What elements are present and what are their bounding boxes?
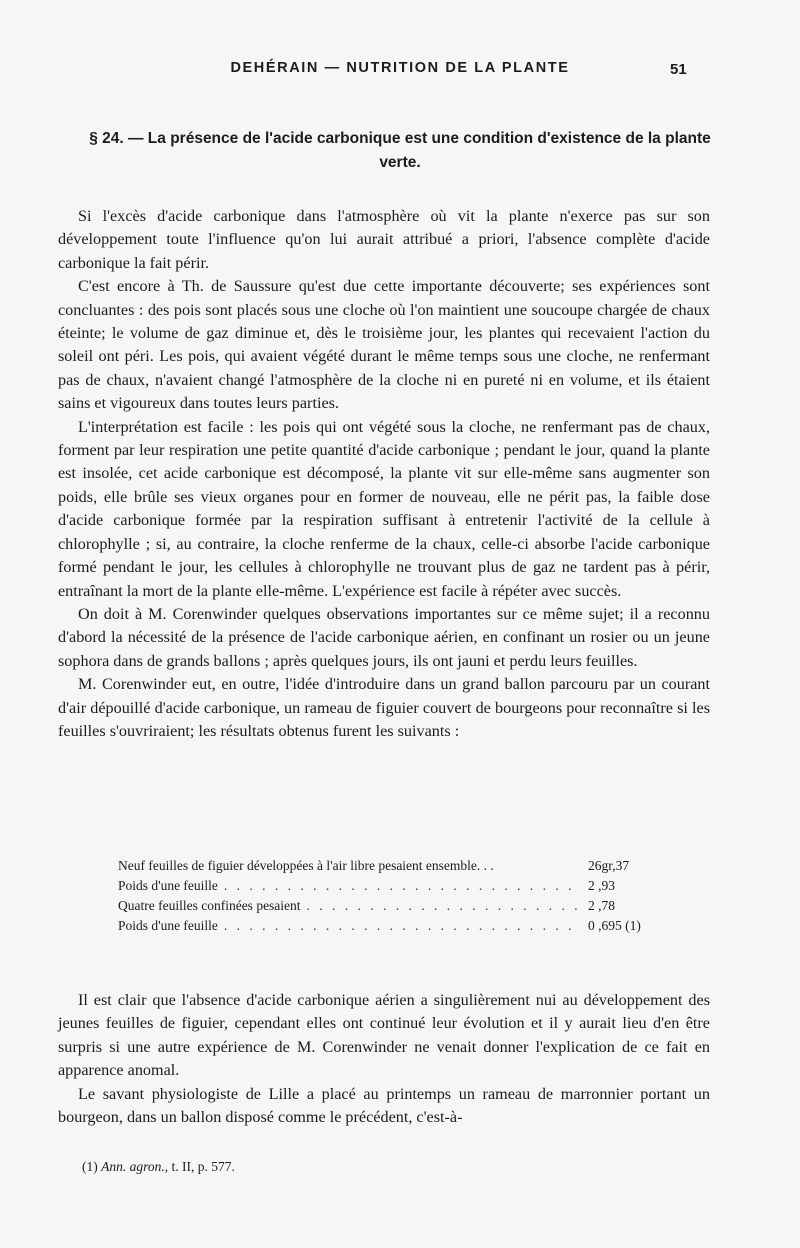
table-row [118, 896, 698, 916]
row-value: 2 ,78 [588, 898, 615, 913]
page-number: 51 [670, 61, 687, 78]
footnote-marker: (1) [82, 1159, 98, 1174]
row-label: Poids d'une feuille [118, 918, 218, 933]
row-label: Quatre feuilles confinées pesaient [118, 898, 301, 913]
table-row [118, 876, 698, 896]
paragraph: Il est clair que l'absence d'acide carbonique aérien a singulièrement nui au développement des jeunes feuilles de figuier, cependant elles ont continué leur évolution et il y aurait lieu d'en être surpris si une autre expérience de M. Corenwinder ne venait donner l'explication de ce fait en apparence anomal. [58, 991, 710, 1080]
leader-dots [224, 876, 582, 896]
row-label: Poids d'une feuille [118, 878, 218, 893]
paragraph: Le savant physiologiste de Lille a placé au printemps un rameau de marronnier portant un bourgeon, dans un ballon disposé comme le précédent, c'est-à- [58, 1084, 710, 1127]
weights-table [118, 856, 698, 936]
body-text-bottom [58, 989, 710, 1129]
paragraph: M. Corenwinder eut, en outre, l'idée d'introduire dans un grand ballon parcouru par un courant d'air dépouillé d'acide carbonique, un rameau de figuier couvert de bourgeons pour reconnaître si les feuilles s'ouvriraient; les résultats obtenus furent les suivants : [58, 675, 710, 740]
paragraph: On doit à M. Corenwinder quelques observations importantes sur ce même sujet; il a reconnu d'abord la nécessité de la présence de l'acide carbonique aérien, en confinant un rosier ou un jeune sophora dans de grands ballons ; après quelques jours, ils ont jauni et perdu leurs feuilles. [58, 604, 710, 670]
section-heading: § 24. — La présence de l'acide carbonique est une condition d'existence de la plante verte. [89, 130, 711, 171]
row-label: Neuf feuilles de figuier développées à l'air libre pesaient ensemble. . . [118, 858, 494, 873]
table-row [118, 856, 698, 876]
paragraph: Si l'excès d'acide carbonique dans l'atmosphère où vit la plante n'exerce pas sur son développement toute l'influence qu'on lui aurait attribué a priori, l'absence complète d'acide carbonique la fait périr. [58, 207, 710, 272]
paragraph: L'interprétation est facile : les pois qui ont végété sous la cloche, ne renfermant pas de chaux, forment par leur respiration une petite quantité d'acide carbonique ; pendant le jour, quand la plante est insolée, cet acide carbonique est décomposé, la plante vit sur elle-même sans augmenter son poids, elle brûle ses vieux organes pour en former de nouveau, elle ne périt pas, la faible dose d'acide carbonique formée par la respiration suffisant à entretenir l'activité de la cellule à chlorophylle ; si, au contraire, la cloche renferme de la chaux, celle-ci absorbe l'acide carbonique formé pendant le jour, les cellules à chlorophylle ne trouvant plus de gaz ne tardent pas à périr, entraînant la mort de la plante elle-même. L'expérience est facile à répéter avec succès. [58, 417, 710, 600]
footnote-reference: , t. II, p. 577. [164, 1159, 235, 1174]
footnote [82, 1159, 682, 1175]
leader-dots [224, 916, 582, 936]
table-row [118, 916, 698, 936]
footnote-source: Ann. agron. [101, 1159, 165, 1174]
row-value: 2 ,93 [588, 878, 615, 893]
body-text-top [58, 205, 710, 743]
paragraph: C'est encore à Th. de Saussure qu'est due cette importante découverte; ses expériences sont concluantes : des pois sont placés sous une cloche où l'on maintient une soucoupe chargée de chaux éteinte; le volume de gaz diminue et, dès le troisième jour, les plantes qui recevaient l'action du soleil ont péri. Les pois, qui avaient végété durant le même temps sous une cloche, ne renfermant pas de chaux, n'avaient changé l'atmosphère de la cloche ni en pureté ni en volume, et ils étaient sains et vigoureux dans toutes leurs parties. [58, 277, 710, 413]
row-value: 26gr,37 [588, 858, 630, 873]
leader-dots [307, 896, 582, 916]
row-value: 0 ,695 (1) [588, 918, 641, 933]
running-title: DEHÉRAIN — NUTRITION DE LA PLANTE [230, 60, 570, 76]
